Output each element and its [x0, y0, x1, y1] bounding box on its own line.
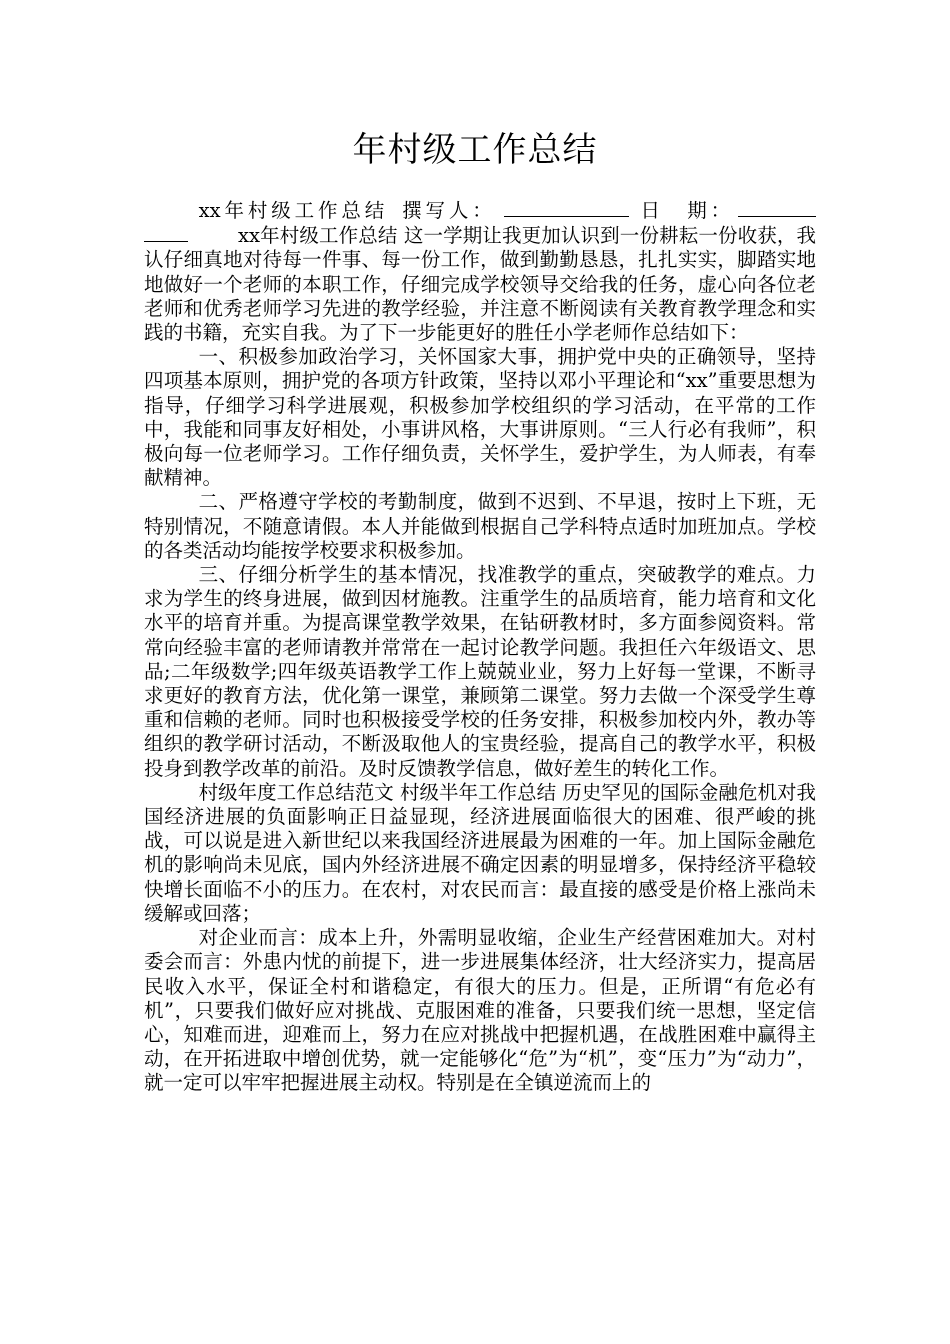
paragraph-2: 二、严格遵守学校的考勤制度，做到不迟到、不早退，按时上下班，无特别情况，不随意请假。本人并能做到根据自己学科特点适时加班加点。学校的各类活动均能按学校要求积极参加。	[144, 490, 816, 562]
paragraph-4: 村级年度工作总结范文 村级半年工作总结 历史罕见的国际金融危机对我国经济进展的负面影响正日益显现，经济进展面临很大的困难、很严峻的挑战，可以说是进入新世纪以来我国经济进展最为困难的一年。加上国际金融危机的影响尚未见底，国内外经济进展不确定因素的明显增多，保持经济平稳较快增长面临不小的压力。在农村，对农民而言：最直接的感受是价格上涨尚未缓解或回落；	[144, 780, 816, 925]
date-blank	[738, 198, 816, 217]
writer-label: 撰写人：	[402, 199, 496, 222]
document-body	[144, 198, 816, 1096]
paragraph-3: 三、仔细分析学生的基本情况，找准教学的重点，突破教学的难点。力求为学生的终身进展，做到因材施教。注重学生的品质培育，能力培育和文化水平的培育并重。为提高课堂教学效果，在钻研教材时，多方面参阅资料。常常向经验丰富的老师请教并常常在一起讨论教学问题。我担任六年级语文、思品;二年级数学;四年级英语教学工作上兢兢业业，努力上好每一堂课，不断寻求更好的教育方法，优化第一课堂，兼顾第二课堂。努力去做一个深受学生尊重和信赖的老师。同时也积极接受学校的任务安排，积极参加校内外，教办等组织的教学研讨活动，不断汲取他人的宝贵经验，提高自己的教学水平，积极投身到教学改革的前沿。及时反馈教学信息，做好差生的转化工作。	[144, 563, 816, 780]
writer-blank	[504, 198, 629, 217]
intro-text: xx年村级工作总结 这一学期让我更加认识到一份耕耘一份收获，我认仔细真地对待每一件事、每一份工作，做到勤勤恳恳，扎扎实实，脚踏实地地做好一个老师的本职工作，仔细完成学校领导交给我的任务，虚心向各位老老师和优秀老师学习先进的教学经验，并注意不断阅读有关教育教学理念和实践的书籍，充实自我。为了下一步能更好的胜任小学老师作总结如下：	[144, 224, 816, 345]
doc-name: xx年村级工作总结	[198, 199, 389, 222]
paragraph-1: 一、积极参加政治学习，关怀国家大事，拥护党中央的正确领导，坚持四项基本原则，拥护党的各项方针政策，坚持以邓小平理论和“xx”重要思想为指导，仔细学习科学进展观，积极参加学校组织的学习活动，在平常的工作中，我能和同事友好相处，小事讲风格，大事讲原则。“三人行必有我师”，积极向每一位老师学习。工作仔细负责，关怀学生，爱护学生，为人师表，有奉献精神。	[144, 345, 816, 490]
document-title: 年村级工作总结	[352, 130, 598, 170]
date-blank-continued	[144, 223, 188, 242]
date-label: 日 期：	[636, 199, 734, 222]
paragraph-5: 对企业而言：成本上升，外需明显收缩，企业生产经营困难加大。对村委会而言：外患内忧的前提下，进一步进展集体经济，壮大经济实力，提高居民收入水平，保证全村和谐稳定，有很大的压力。但是，正所谓“有危必有机”，只要我们做好应对挑战、克服困难的准备，只要我们统一思想，坚定信心，知难而进，迎难而上，努力在应对挑战中把握机遇，在战胜困难中赢得主动，在开拓进取中增创优势，就一定能够化“危”为“机”，变“压力”为“动力”，就一定可以牢牢把握进展主动权。特别是在全镇逆流而上的	[144, 926, 816, 1095]
header-paragraph	[144, 198, 816, 345]
